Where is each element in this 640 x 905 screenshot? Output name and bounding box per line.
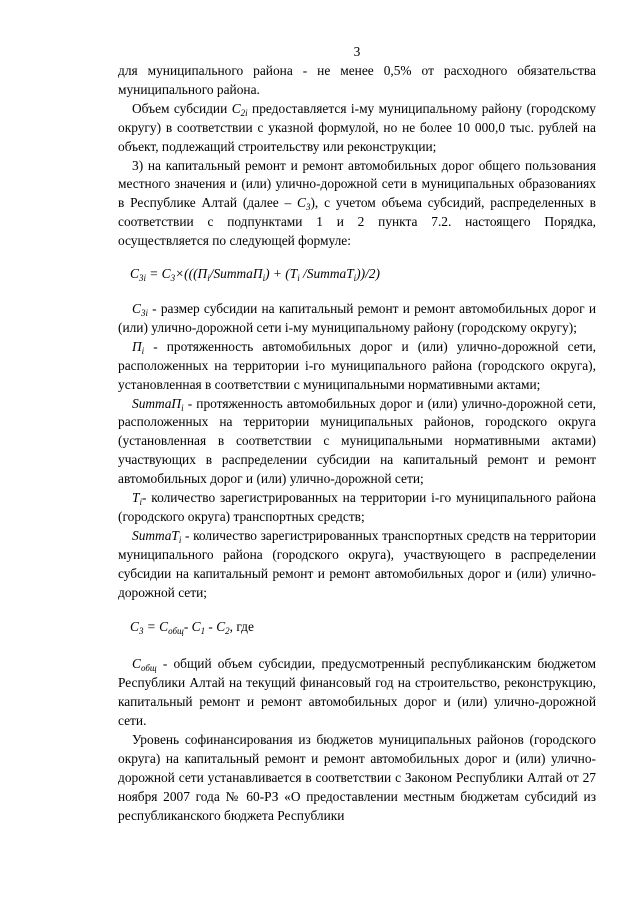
paragraph-3: 3) на капитальный ремонт и ремонт автомобильных дорог общего пользования местного значения и (или) улично-дорожной сети в муниципальных образованиях в Республике Алтай (далее – $С_3$), с учетом объема субсидий, распределенных в соответствии с подпунктами 1 и 2 пункта 7.2. настоящего Порядка, осуществляется по следующей формуле: — [118, 157, 596, 249]
definition-ti: $Т_i-$ количество зарегистрированных на территории i-го муниципального района (городского округа) транспортных средств; — [118, 490, 596, 524]
definition-summa-ti: SummaТ$_i$ - количество зарегистрированных транспортных средств на территории муниципального района (городского округа), участвующего в распределении субсидии на капитальный ремонт и ремонт автомобильных дорог и (или) улично-дорожной сети; — [118, 527, 596, 600]
definition-summa-pi: SummaП$_i$ - протяженность автомобильных дорог и (или) улично-дорожной сети, расположенных на территории муниципальных районов, городского округа (установленная в соответствии с муниципальными нормативными актами) участвующих в распределении субсидии на капитальный ремонт и ремонт автомобильных дорог и (или) улично-дорожной сети; — [118, 395, 596, 487]
definition-c3i: $С_{3i}$ - размер субсидии на капитальный ремонт и ремонт автомобильных дорог и (или) улично-дорожной сети i-му муниципальному району (городскому округу); — [118, 300, 596, 335]
paragraph-1: для муниципального района - не менее 0,5% от расходного обязательства муниципального района. — [118, 63, 596, 97]
paragraph-cofinancing: Уровень софинансирования из бюджетов муниципальных районов (городского округа) на капитальный ремонт и ремонт автомобильных дорог и (или) улично-дорожной сети устанавливается в соответствии с Законом Республики Алтай от 27 ноября 2007 года № 60-РЗ «О предоставлении местным бюджетам субсидий из республиканского бюджета Республики — [118, 732, 596, 823]
page-number: 3 — [353, 44, 361, 59]
document-page — [118, 44, 596, 826]
definition-cobsch: $С_{общ}$ - общий объем субсидии, предусмотренный республиканским бюджетом Республики Алтай на текущий финансовый год на строительство, реконструкцию, капитальный ремонт и ремонт автомобильных дорог и (или) улично-дорожной сети. — [118, 656, 596, 729]
paragraph-2: Объем субсидии $С_{2i}$ предоставляется i-му муниципальному району (городскому округу) в соответствии с указной формулой, но не более 10 000,0 тыс. рублей на объект, подлежащий строительству или реконструкции; — [118, 100, 596, 154]
formula-c3i: $С_{3i}$ = $С_3\times(((П_i/SummaП_i) + (Т_i$ /SummaТ$_i$))/2) — [130, 266, 380, 284]
formula-c3: $С_3 = С_{общ}-$ $С_1 - С_2$, где — [130, 619, 254, 637]
definition-pi: $П_i$ - протяженность автомобильных дорог и (или) улично-дорожной сети, расположенных на территории i-го муниципального района (городского округа), установленная в соответствии с муниципальными нормативными актами; — [118, 338, 596, 392]
